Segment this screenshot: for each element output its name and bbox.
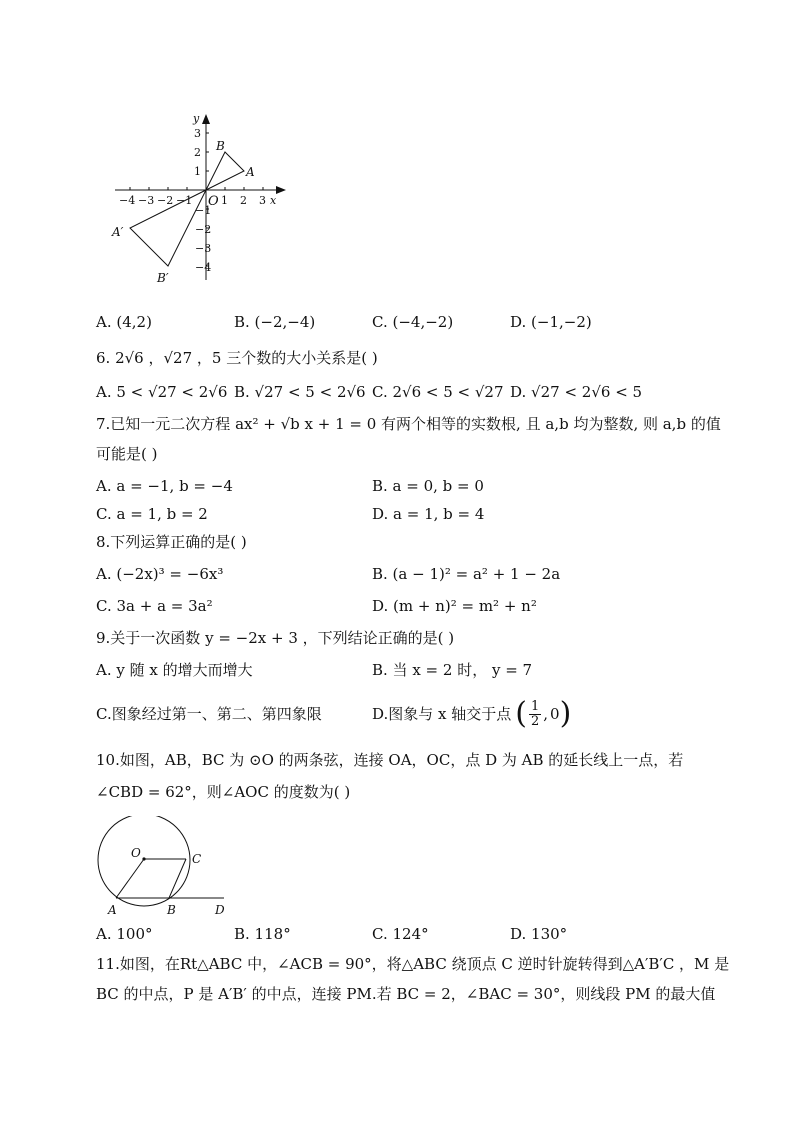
radius-oa (116, 859, 144, 898)
q7-option-b: B. a = 0, b = 0 (372, 477, 484, 495)
q7-option-a: A. a = −1, b = −4 (96, 477, 233, 495)
fig-label-d: D (215, 903, 225, 916)
fig-label-b: B (167, 903, 176, 916)
q5-option-b: B. (−2,−4) (234, 313, 316, 331)
q5-option-c: C. (−4,−2) (372, 313, 454, 331)
q9-option-d (372, 696, 571, 732)
point-label-b-prime: B′ (157, 271, 169, 285)
x-tick-label: −2 (157, 194, 174, 207)
q9-option-d-text: D.图象与 x 轴交于点 (372, 705, 512, 723)
coordinate-graph (110, 108, 300, 290)
circle-o (98, 816, 190, 906)
q5-option-d: D. (−1,−2) (510, 313, 592, 331)
x-axis-label: x (270, 194, 277, 207)
y-axis-label: y (193, 112, 200, 125)
q9-option-c: C.图象经过第一、第二、第四象限 (96, 705, 322, 723)
x-tick-label: 1 (221, 194, 228, 207)
point-label-b: B (216, 139, 225, 153)
origin-label: O (208, 194, 219, 209)
point-paren-close: ) (559, 696, 572, 731)
q6-stem: 6. 2√6 ，√27 ，5 三个数的大小关系是( ) (96, 349, 378, 367)
point-fraction (529, 700, 541, 729)
center-dot (142, 857, 145, 860)
q6-option-c: C. 2√6 < 5 < √27 (372, 383, 504, 401)
y-axis-arrow-icon (202, 114, 210, 124)
q6-option-a: A. 5 < √27 < 2√6 (96, 383, 228, 401)
point-y: 0 (550, 705, 560, 723)
fraction-numerator: 1 (530, 698, 540, 714)
q7-stem-line2: 可能是( ) (96, 445, 158, 463)
y-tick-label: −1 (195, 204, 212, 217)
q6-option-d: D. √27 < 2√6 < 5 (510, 383, 643, 401)
fraction-denominator: 2 (530, 713, 540, 729)
q7-stem-line1: 7.已知一元二次方程 ax² + √b x + 1 = 0 有两个相等的实数根, 且 a,b 均为整数, 则 a,b 的值 (96, 415, 721, 433)
point-label-a-prime: A′ (112, 225, 124, 239)
x-axis-arrow-icon (276, 186, 286, 194)
q10-stem-line1: 10.如图，AB，BC 为 ⊙O 的两条弦，连接 OA，OC，点 D 为 AB 的延长线上一点，若 (96, 751, 684, 769)
q5-option-a: A. (4,2) (96, 313, 152, 331)
y-tick-label: 3 (194, 127, 201, 140)
point-separator: , (543, 705, 549, 723)
q7-option-c: C. a = 1, b = 2 (96, 505, 208, 523)
q11-stem-line1: 11.如图，在Rt△ABC 中，∠ACB = 90°，将△ABC 绕顶点 C 逆时针旋转得到△A′B′C ，M 是 (96, 955, 730, 973)
triangle-oab (206, 152, 244, 190)
y-tick-label: −3 (195, 242, 212, 255)
q8-option-b: B. (a − 1)² = a² + 1 − 2a (372, 565, 561, 583)
q6-option-b: B. √27 < 5 < 2√6 (234, 383, 366, 401)
y-tick-label: 1 (194, 165, 201, 178)
q10-option-b: B. 118° (234, 925, 291, 943)
circle-figure (94, 816, 234, 916)
q8-stem: 8.下列运算正确的是( ) (96, 533, 247, 551)
q10-option-a: A. 100° (96, 925, 153, 943)
y-tick-label: −2 (195, 223, 212, 236)
q8-option-d: D. (m + n)² = m² + n² (372, 597, 537, 615)
point-label-a: A (246, 165, 255, 179)
q10-option-c: C. 124° (372, 925, 429, 943)
x-tick-label: 2 (240, 194, 247, 207)
q9-option-a: A. y 随 x 的增大而增大 (96, 661, 253, 679)
y-tick-label: 2 (194, 146, 201, 159)
q10-option-d: D. 130° (510, 925, 568, 943)
x-tick-label: −1 (176, 194, 193, 207)
q9-stem: 9.关于一次函数 y = −2x + 3 ，下列结论正确的是( ) (96, 629, 455, 647)
q7-option-d: D. a = 1, b = 4 (372, 505, 485, 523)
x-tick-label: −4 (119, 194, 136, 207)
x-tick-label: 3 (259, 194, 266, 207)
x-tick-label: −3 (138, 194, 155, 207)
y-tick-label: −4 (195, 261, 212, 274)
fig-label-o: O (131, 846, 141, 860)
q8-option-a: A. (−2x)³ = −6x³ (96, 565, 224, 583)
q10-stem-line2: ∠CBD = 62°，则∠AOC 的度数为( ) (96, 783, 351, 801)
fig-label-a: A (108, 903, 117, 916)
point-paren-open: ( (515, 696, 527, 731)
q8-option-c: C. 3a + a = 3a² (96, 597, 213, 615)
q9-option-b: B. 当 x = 2 时， y = 7 (372, 661, 533, 679)
fig-label-c: C (192, 852, 202, 866)
q11-stem-line2: BC 的中点，P 是 A′B′ 的中点，连接 PM.若 BC = 2，∠BAC = 30°，则线段 PM 的最大值 (96, 985, 716, 1003)
